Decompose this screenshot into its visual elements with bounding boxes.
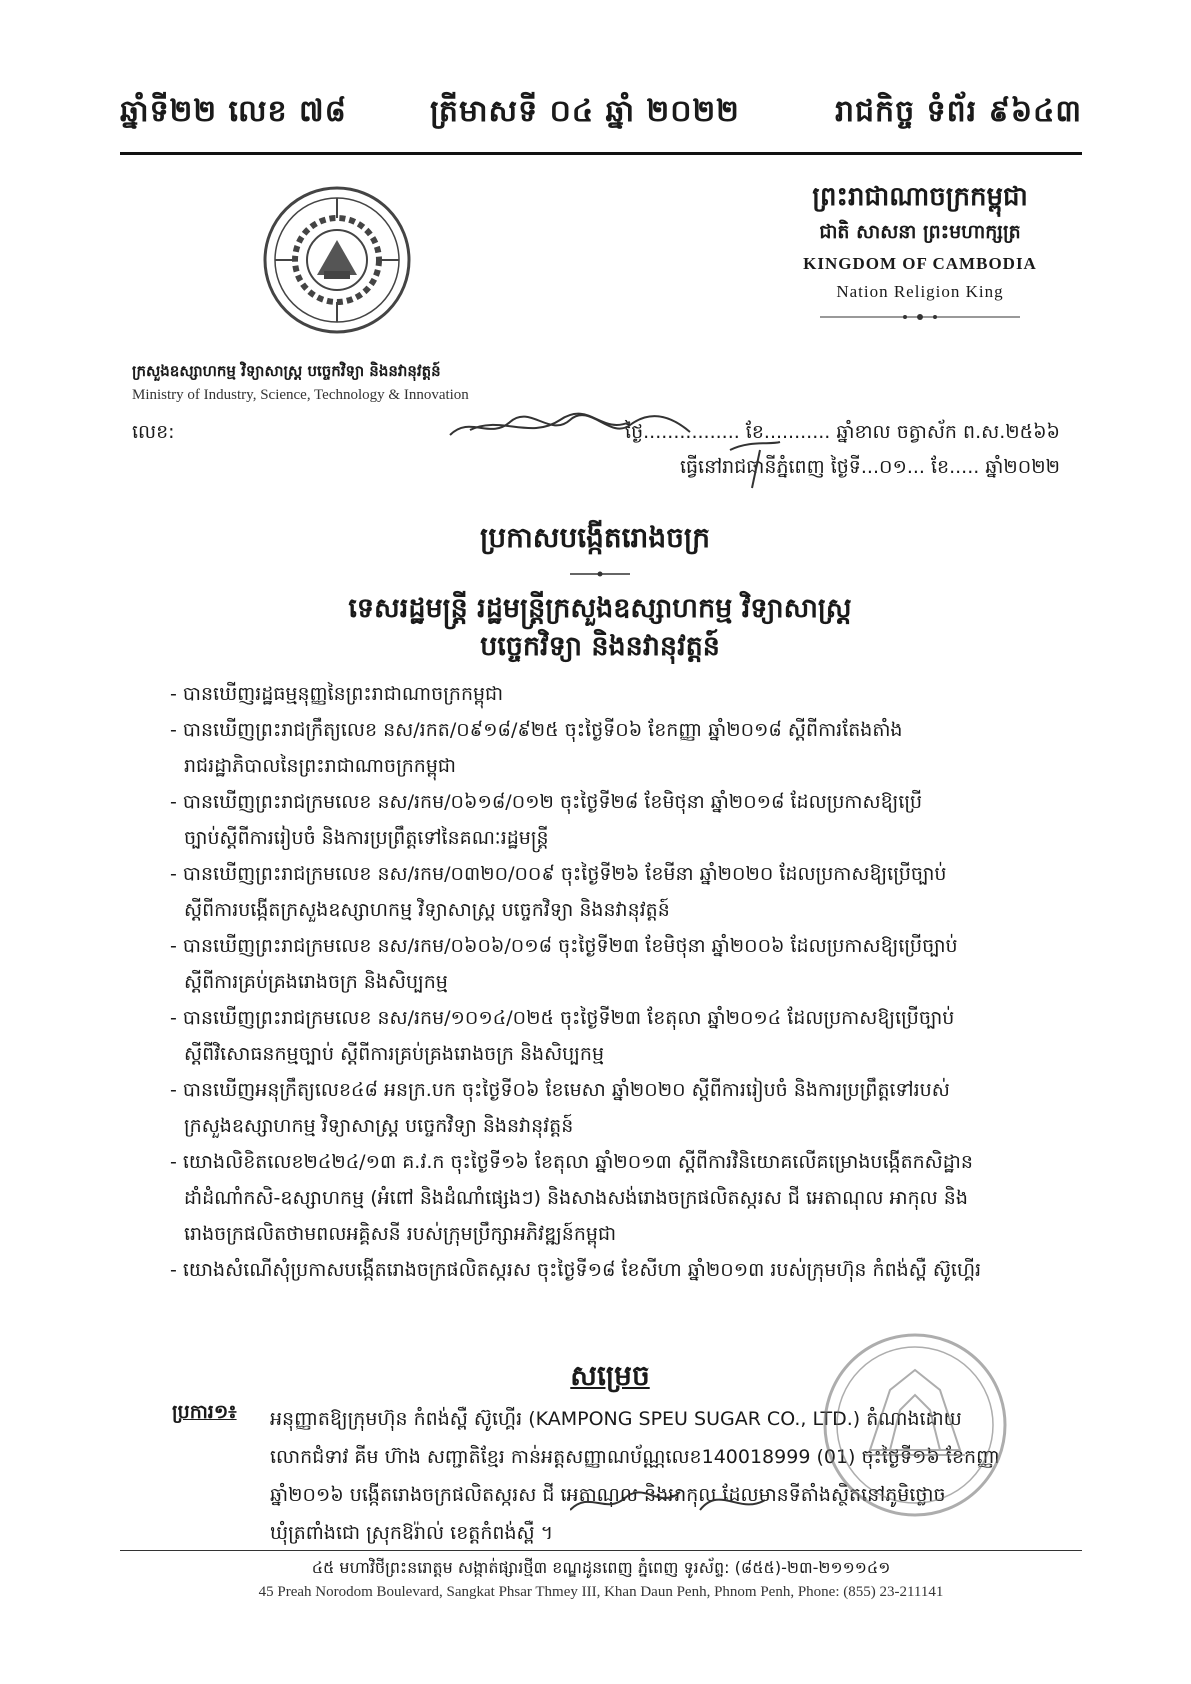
handwritten-initials-icon <box>570 1480 770 1520</box>
consideration-item-cont: រាជរដ្ឋាភិបាលនៃព្រះរាជាណាចក្រកម្ពុជា <box>184 755 457 777</box>
issuer-line-2: បច្ចេកវិទ្យា និងនវានុវត្តន៍ <box>480 631 720 662</box>
ministry-name-kh: ក្រសួងឧស្សាហកម្ម វិទ្យាសាស្ត្រ បច្ចេកវិទ្យា និងនវានុវត្តន៍ <box>132 362 441 380</box>
gazette-year-number: ឆ្នាំទី២២ លេខ ៧៨ <box>120 94 347 129</box>
consideration-item: - បានឃើញអនុក្រឹត្យលេខ៤៨ អនក្រ.បក ចុះថ្ងៃទី០៦ ខែមេសា ឆ្នាំ២០២០ ស្តីពីការរៀបចំ និងការប្រព្រឹត្តទៅរបស់ <box>170 1079 950 1101</box>
consideration-item: - បានឃើញព្រះរាជក្រឹត្យលេខ នស/រកត/០៩១៨/៩២៥ ចុះថ្ងៃទី០៦ ខែកញ្ញា ឆ្នាំ២០១៨ ស្តីពីការតែងតាំង <box>170 719 903 741</box>
consideration-item: - បានឃើញព្រះរាជក្រមលេខ នស/រកម/១០១៤/០២៥ ចុះថ្ងៃទី២៣ ខែតុលា ឆ្នាំ២០១៤ ដែលប្រកាសឱ្យប្រើច្បាប់ <box>170 1007 955 1029</box>
place-date: ធ្វើនៅរាជធានីភ្នំពេញ ថ្ងៃទី...០១... ខែ..... ឆ្នាំ២០២២ <box>679 456 1060 478</box>
ministry-name-en: Ministry of Industry, Science, Technology & Innovation <box>132 387 469 403</box>
gazette-page: រាជកិច្ច ទំព័រ ៩៦៤៣ <box>834 94 1082 129</box>
reference-label: លេខ: <box>132 421 175 443</box>
article-1-line: ឆ្នាំ២០១៦ បង្កើតរោងចក្រផលិតស្ករស ជី អេតាណុល និងអាកុល ដែលមានទីតាំងស្ថិតនៅភូមិថ្លោច <box>270 1484 946 1506</box>
article-1-line: ឃុំត្រពាំងជោ ស្រុកឱរ៉ាល់ ខេត្តកំពង់ស្ពឺ ។ <box>270 1522 554 1544</box>
consideration-item-cont: រោងចក្រផលិតថាមពលអគ្គិសនី របស់ក្រុមប្រឹក្សាអភិវឌ្ឍន៍កម្ពុជា <box>184 1223 617 1245</box>
article-1-line: អនុញ្ញាតឱ្យក្រុមហ៊ុន កំពង់ស្ពឺ ស៊ូហ្គើរ (KAMPONG SPEU SUGAR CO., LTD.) តំណាងដោយ <box>270 1408 962 1430</box>
considerations-list <box>170 676 1060 1288</box>
header-rule <box>120 152 1082 155</box>
article-1-line: លោកជំទាវ គីម ហ៊ាង សញ្ជាតិខ្មែរ កាន់អត្តសញ្ញាណប័ណ្ណលេខ140018999 (01) ចុះថ្ងៃទី១៦ ខែកញ្ញា <box>270 1446 1000 1468</box>
kingdom-motto-en: Nation Religion King <box>836 282 1004 301</box>
handwritten-reference-signature-icon <box>430 410 790 490</box>
ministry-seal-icon <box>262 185 412 335</box>
consideration-item-cont: ច្បាប់ស្តីពីការរៀបចំ និងការប្រព្រឹត្តទៅនៃគណៈរដ្ឋមន្ត្រី <box>184 827 549 849</box>
kingdom-title-en: KINGDOM OF CAMBODIA <box>803 254 1037 273</box>
consideration-item-cont: ស្តីពីការគ្រប់គ្រងរោងចក្រ និងសិប្បកម្ម <box>184 971 448 993</box>
consideration-item: - យោងលិខិតលេខ២៤២៤/១៣ គ.វ.ក ចុះថ្ងៃទី១៦ ខែតុលា ឆ្នាំ២០១៣ ស្តីពីការវិនិយោគលើគម្រោងបង្កើតកសិដ្ឋាន <box>170 1151 973 1173</box>
consideration-item-cont: ដាំដំណាំកសិ-ឧស្សាហកម្ម (អំពៅ និងដំណាំផ្សេងៗ) និងសាងសង់រោងចក្រផលិតស្ករស ជី អេតាណុល អាកុល និង <box>184 1187 968 1209</box>
ornament-divider-icon <box>820 312 1020 322</box>
footer-address-en: 45 Preah Norodom Boulevard, Sangkat Phsar Thmey III, Khan Daun Penh, Phnom Penh, Phone: (855) 23-211141 <box>258 1584 944 1600</box>
consideration-item: - បានឃើញព្រះរាជក្រមលេខ នស/រកម/០៦០៦/០១៨ ចុះថ្ងៃទី២៣ ខែមិថុនា ឆ្នាំ២០០៦ ដែលប្រកាសឱ្យប្រើច្បាប់ <box>170 935 958 957</box>
consideration-item-cont: ក្រសួងឧស្សាហកម្ម វិទ្យាសាស្ត្រ បច្ចេកវិទ្យា និងនវានុវត្តន៍ <box>184 1115 574 1137</box>
consideration-item: - បានឃើញព្រះរាជក្រមលេខ នស/រកម/០៣២០/០០៩ ចុះថ្ងៃទី២៦ ខែមីនា ឆ្នាំ២០២០ ដែលប្រកាសឱ្យប្រើច្បាប់ <box>170 863 947 885</box>
consideration-item-cont: ស្តីពីវិសោធនកម្មច្បាប់ ស្តីពីការគ្រប់គ្រងរោងចក្រ និងសិប្បកម្ម <box>184 1043 605 1065</box>
consideration-item: - បានឃើញព្រះរាជក្រមលេខ នស/រកម/០៦១៨/០១២ ចុះថ្ងៃទី២៨ ខែមិថុនា ឆ្នាំ២០១៨ ដែលប្រកាសឱ្យប្រើ <box>170 791 923 813</box>
document-title: ប្រកាសបង្កើតរោងចក្រ <box>480 521 710 554</box>
consideration-item: - យោងសំណើសុំប្រកាសបង្កើតរោងចក្រផលិតស្ករស ចុះថ្ងៃទី១៨ ខែសីហា ឆ្នាំ២០១៣ របស់ក្រុមហ៊ុន កំពង់ស្ពឺ ស៊ូហ្គើរ <box>170 1259 982 1281</box>
article-1-label: ប្រការ១៖ <box>172 1401 237 1423</box>
kingdom-title-kh: ព្រះរាជាណាចក្រកម្ពុជា <box>812 182 1028 212</box>
title-divider-icon <box>570 570 630 578</box>
issuer-line-1: ទេសរដ្ឋមន្ត្រី រដ្ឋមន្ត្រីក្រសួងឧស្សាហកម្ម វិទ្យាសាស្ត្រ <box>348 593 852 624</box>
official-stamp-icon <box>820 1330 1010 1520</box>
footer-rule <box>120 1550 1082 1551</box>
lunar-date: ថ្ងៃ................ ខែ........... ឆ្នាំខាល ចត្វាស័ក ព.ស.២៥៦៦ <box>625 421 1060 443</box>
gazette-quarter: ត្រីមាសទី ០៤ ឆ្នាំ ២០២២ <box>430 94 740 129</box>
consideration-item: - បានឃើញរដ្ឋធម្មនុញ្ញនៃព្រះរាជាណាចក្រកម្ពុជា <box>170 683 504 705</box>
kingdom-motto-kh: ជាតិ សាសនា ព្រះមហាក្សត្រ <box>819 221 1021 243</box>
decision-heading: សម្រេច <box>570 1359 650 1392</box>
footer-address-kh: ៤៥ មហាវិថីព្រះនរោត្តម សង្កាត់ផ្សារថ្មី៣ ខណ្ឌដូនពេញ ភ្នំពេញ ទូរស័ព្ទ: (៨៥៥)-២៣-២១១១៤១ <box>311 1558 891 1577</box>
consideration-item-cont: ស្តីពីការបង្កើតក្រសួងឧស្សាហកម្ម វិទ្យាសាស្ត្រ បច្ចេកវិទ្យា និងនវានុវត្តន៍ <box>184 899 670 921</box>
